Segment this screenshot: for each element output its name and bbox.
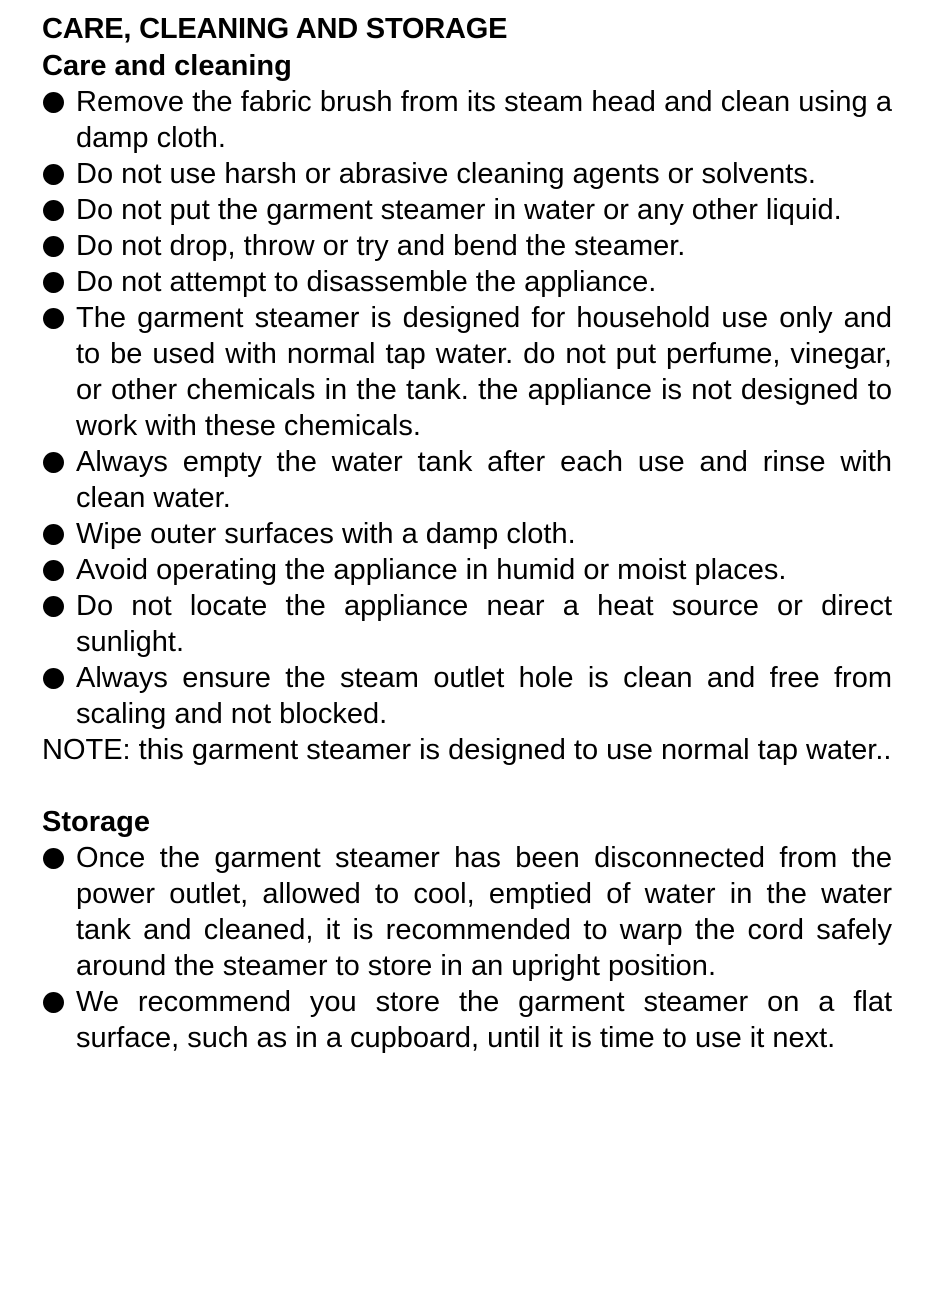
storage-heading-bold: Storag [42, 806, 134, 838]
list-item [42, 192, 892, 228]
list-item-text: Do not locate the appliance near a heat source or direct sunlight. [76, 590, 892, 658]
list-item-text: Wipe outer surfaces with a damp cloth. [76, 518, 576, 550]
list-item [42, 588, 892, 660]
list-item-text: Avoid operating the appliance in humid or moist places. [76, 554, 787, 586]
care-note: NOTE: this garment steamer is designed to use normal tap water.. [42, 734, 892, 766]
list-item [42, 552, 892, 588]
list-item-text: We recommend you store the garment steamer on a flat surface, such as in a cupboard, until it is time to use it next. [76, 986, 892, 1054]
bullet-icon [43, 308, 64, 329]
list-item-text: Do not drop, throw or try and bend the steamer. [76, 230, 686, 262]
care-section-heading [42, 48, 892, 84]
bullet-icon [43, 560, 64, 581]
bullet-icon [43, 596, 64, 617]
section-spacer [42, 768, 892, 804]
storage-list [42, 840, 892, 1056]
list-item-text: Do not put the garment steamer in water or any other liquid. [76, 194, 842, 226]
list-item [42, 516, 892, 552]
bullet-icon [43, 272, 64, 293]
list-item-text: Always ensure the steam outlet hole is clean and free from scaling and not blocked. [76, 662, 892, 730]
page-title: CARE, CLEANING AND STORAGE [42, 13, 508, 45]
bullet-icon [43, 236, 64, 257]
bullet-icon [43, 848, 64, 869]
list-item-text: Once the garment steamer has been disconnected from the power outlet, allowed to cool, emptied of water in the water tank and cleaned, it is recommended to warp the cord safely around the steamer to store in an upright position. [76, 842, 892, 982]
list-item [42, 300, 892, 444]
bullet-icon [43, 164, 64, 185]
list-item [42, 840, 892, 984]
list-item [42, 84, 892, 156]
list-item [42, 660, 892, 732]
storage-heading-rest: e [133, 806, 150, 838]
list-item-text: The garment steamer is designed for household use only and to be used with normal tap water. do not put perfume, vinegar, or other chemicals in the tank. the appliance is not designed to work with these chemicals. [76, 302, 892, 442]
list-item-text: Remove the fabric brush from its steam head and clean using a damp cloth. [76, 86, 892, 154]
storage-section-heading [42, 804, 892, 840]
list-item-text: Do not use harsh or abrasive cleaning agents or solvents. [76, 158, 816, 190]
list-item [42, 264, 892, 300]
document-page [42, 10, 892, 1056]
list-item [42, 228, 892, 264]
list-item [42, 156, 892, 192]
list-item-text: Always empty the water tank after each use and rinse with clean water. [76, 446, 892, 514]
care-list [42, 84, 892, 732]
bullet-icon [43, 524, 64, 545]
bullet-icon [43, 452, 64, 473]
bullet-icon [43, 992, 64, 1013]
list-item [42, 984, 892, 1056]
bullet-icon [43, 92, 64, 113]
bullet-icon [43, 668, 64, 689]
bullet-icon [43, 200, 64, 221]
list-item [42, 444, 892, 516]
list-item-text: Do not attempt to disassemble the appliance. [76, 266, 657, 298]
care-heading-text: Care and cleaning [42, 50, 292, 82]
